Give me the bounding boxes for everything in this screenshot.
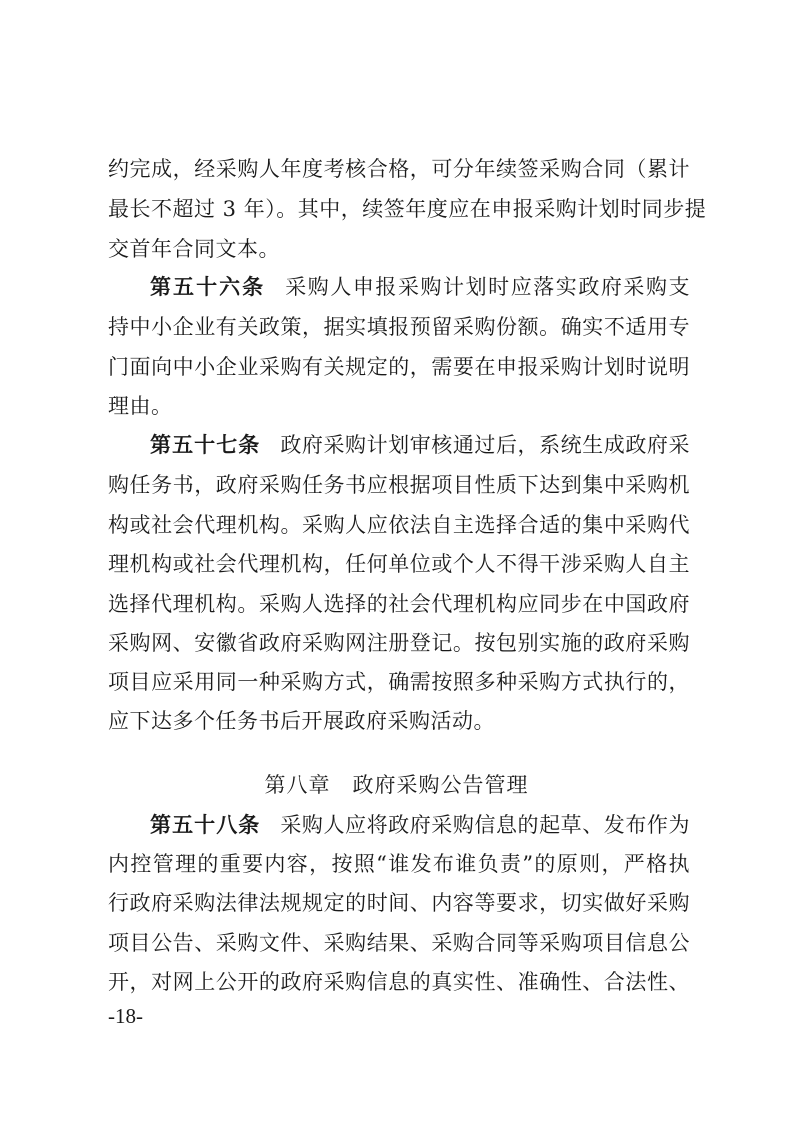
article-58-first-line <box>150 811 690 839</box>
article-56-text: 采购人申报采购计划时应落实政府采购支 <box>285 275 691 299</box>
paragraph-line: 理由。 <box>108 394 173 418</box>
paragraph-line: 采购网、安徽省政府采购网注册登记。按包别实施的政府采购 <box>108 631 690 655</box>
page-number: -18- <box>108 1004 143 1028</box>
paragraph-line: 内控管理的重要内容，按照“谁发布谁负责”的原则，严格执 <box>108 852 690 876</box>
paragraph-line: 最长不超过 3 年）。其中，续签年度应在申报采购计划时同步提 <box>108 197 707 221</box>
paragraph-line: 构或社会代理机构。采购人应依法自主选择合适的集中采购代 <box>108 513 690 537</box>
article-57-label: 第五十七条 <box>150 432 261 457</box>
paragraph-line: 项目应采用同一种采购方式，确需按照多种采购方式执行的， <box>108 670 690 694</box>
paragraph-line: 行政府采购法律法规规定的时间、内容等要求，切实做好采购 <box>108 891 690 915</box>
paragraph-line: 持中小企业有关政策，据实填报预留采购份额。确实不适用专 <box>108 315 690 339</box>
chapter-title: 政府采购公告管理 <box>352 773 529 797</box>
paragraph-line: 应下达多个任务书后开展政府采购活动。 <box>108 709 495 733</box>
paragraph-line: 约完成，经采购人年度考核合格，可分年续签采购合同（累计 <box>108 157 690 181</box>
article-57-first-line <box>150 431 690 459</box>
paragraph-line: 门面向中小企业采购有关规定的，需要在申报采购计划时说明 <box>108 355 690 379</box>
article-56-first-line <box>150 273 690 301</box>
chapter-heading <box>0 771 793 799</box>
article-56-label: 第五十六条 <box>150 274 266 299</box>
paragraph-line: 项目公告、采购文件、采购结果、采购合同等采购项目信息公 <box>108 931 690 955</box>
paragraph-line: 开，对网上公开的政府采购信息的真实性、准确性、合法性、 <box>108 970 690 994</box>
chapter-number: 第八章 <box>264 773 331 797</box>
article-58-text: 采购人应将政府采购信息的起草、发布作为 <box>280 813 691 837</box>
paragraph-line: 交首年合同文本。 <box>108 237 280 261</box>
paragraph-line: 理机构或社会代理机构，任何单位或个人不得干涉采购人自主 <box>108 552 690 576</box>
article-57-text: 政府采购计划审核通过后，系统生成政府采 <box>280 433 691 457</box>
article-58-label: 第五十八条 <box>150 812 261 837</box>
paragraph-line: 购任务书，政府采购任务书应根据项目性质下达到集中采购机 <box>108 473 690 497</box>
paragraph-line: 选择代理机构。采购人选择的社会代理机构应同步在中国政府 <box>108 592 690 616</box>
